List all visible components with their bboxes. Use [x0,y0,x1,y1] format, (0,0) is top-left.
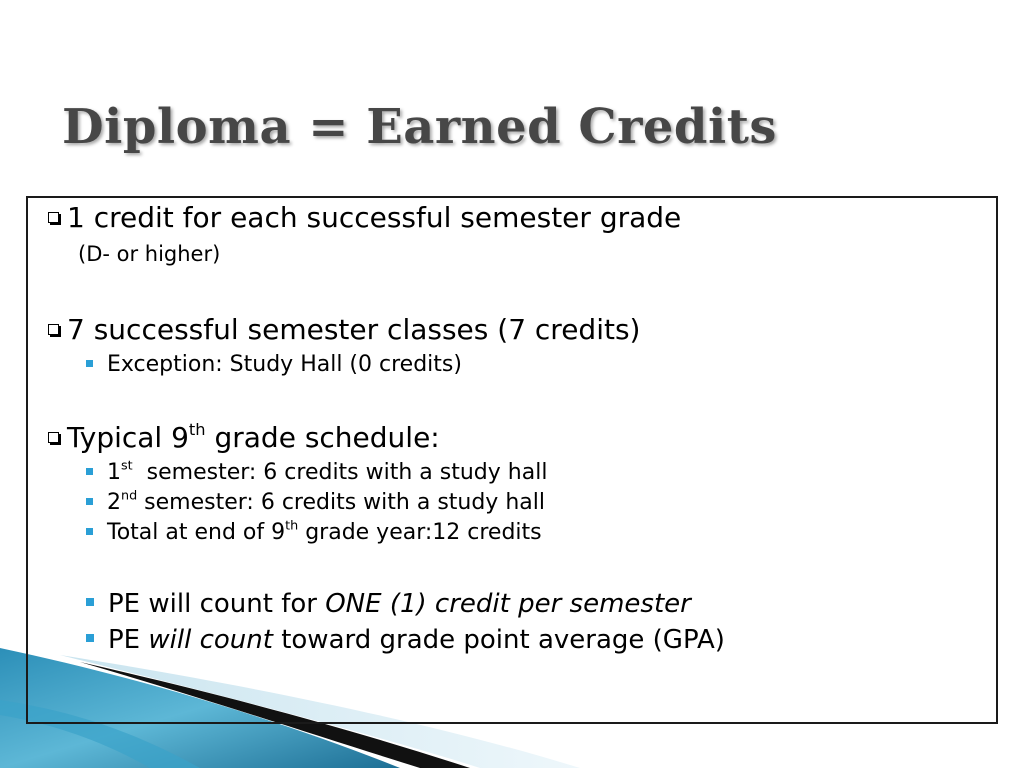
sub-bullet-text-emphasis: will count [148,625,273,655]
bullet-text-post: grade schedule: [205,421,440,454]
sub-bullet-text-pre: PE [108,625,149,655]
bullet-credit-per-grade [48,201,682,234]
sub-bullet-text-pre: PE will count for [108,589,326,619]
bullet-seven-classes [48,313,641,346]
sub-bullet-text-sup: th [285,518,299,534]
bullet-text-pre: Typical 9 [67,421,189,454]
sub-bullet-text-pre: 1 [107,460,121,485]
hollow-square-bullet-icon [48,324,59,335]
sub-bullet-text-pre: 2 [107,490,121,515]
bullet-typical-schedule [48,419,440,454]
sub-bullet-text-emphasis: ONE (1) credit per semester [325,589,691,619]
hollow-square-bullet-icon [48,432,59,443]
bullet-note: (D- or higher) [78,242,221,266]
sub-bullet-first-semester [86,458,548,485]
sub-bullet-exception [86,354,462,376]
sub-bullet-text: Exception: Study Hall (0 credits) [107,352,462,377]
sub-bullet-text-post: semester: 6 credits with a study hall [137,490,545,515]
hollow-square-bullet-icon [48,212,59,223]
sub-bullet-text-post: toward grade point average (GPA) [272,625,725,655]
square-bullet-icon [86,528,93,535]
bullet-text: 7 successful semester classes (7 credits) [67,313,641,346]
content-box [26,196,998,724]
square-bullet-icon [86,498,93,505]
square-bullet-icon [86,634,94,642]
square-bullet-icon [86,598,94,606]
square-bullet-icon [86,360,93,367]
sub-bullet-text-post: semester: 6 credits with a study hall [132,460,548,485]
bullet-text-sup: th [188,419,206,439]
sub-bullet-text-sup: nd [121,488,138,504]
square-bullet-icon [86,468,93,475]
sub-bullet-second-semester [86,488,545,515]
slide-title: Diploma = Earned Credits [62,99,777,155]
sub-bullet-text-post: grade year:12 credits [298,520,542,545]
sub-bullet-text-sup: st [121,458,133,474]
sub-bullet-total [86,518,542,545]
bullet-text: 1 credit for each successful semester grade [67,201,682,234]
sub-bullet-text-pre: Total at end of 9 [107,520,286,545]
sub-bullet-pe-gpa [86,627,725,653]
sub-bullet-pe-credit [86,591,691,617]
